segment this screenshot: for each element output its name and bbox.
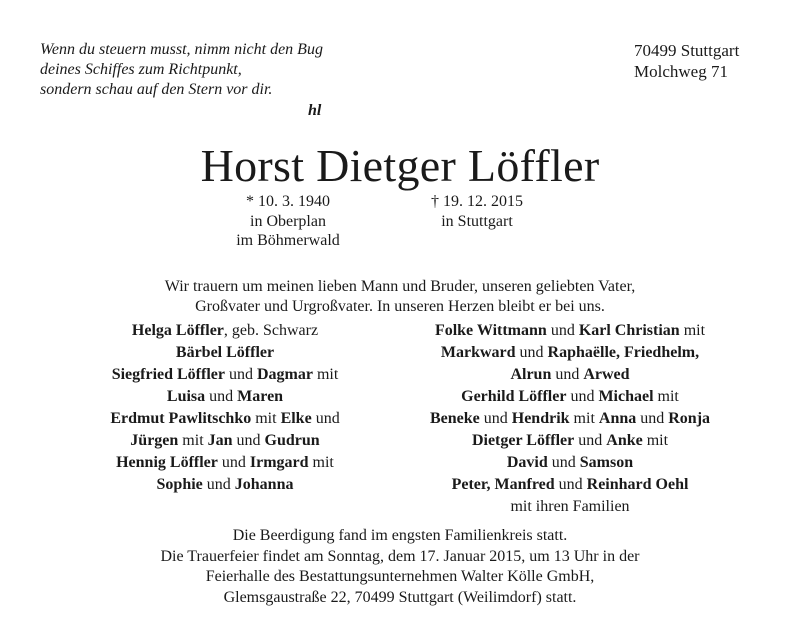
mourner-line <box>380 408 760 430</box>
mourner-name: Dagmar <box>256 366 313 383</box>
mourner-line <box>40 386 410 408</box>
mourner-line <box>40 430 410 452</box>
death-date: † 19. 12. 2015 <box>431 193 523 210</box>
mourner-name: Hendrik <box>511 410 570 427</box>
deceased-name: Horst Dietger Löffler <box>200 140 600 191</box>
birth-info <box>218 192 358 251</box>
mourner-connector: mit <box>679 322 706 339</box>
mourner-connector: und <box>551 366 584 383</box>
mourner-line <box>380 320 760 342</box>
mourner-name: Siegfried Löffler <box>111 366 225 383</box>
mourner-line <box>380 386 760 408</box>
death-place: in Stuttgart <box>441 212 513 230</box>
mourner-connector: mit <box>653 388 679 405</box>
mourner-name: Samson <box>579 454 634 471</box>
mourner-line <box>380 474 760 496</box>
mourner-line <box>380 496 760 518</box>
birth-date: * 10. 3. 1940 <box>246 193 330 210</box>
mourner-connector: mit <box>312 366 339 383</box>
mourner-connector: mit ihren Familien <box>510 498 630 515</box>
mourner-name: Elke <box>280 410 312 427</box>
mourner-line <box>40 342 410 364</box>
quote-line: Wenn du steuern musst, nimm nicht den Bug <box>40 41 323 58</box>
mourner-name: Alrun <box>510 366 552 383</box>
quote-line: deines Schiffes zum Richtpunkt, <box>40 61 242 78</box>
mourner-connector: und <box>554 476 587 493</box>
mourner-name: Jürgen <box>130 432 179 449</box>
funeral-line: Die Trauerfeier findet am Sonntag, dem 17. Januar 2015, um 13 Uhr in der <box>160 547 640 565</box>
mourner-name: Luisa <box>166 388 206 405</box>
mourner-line <box>40 320 410 342</box>
mourner-connector: mit <box>308 454 334 471</box>
mourner-line <box>40 364 410 386</box>
funeral-line: Glemsgaustraße 22, 70499 Stuttgart (Weilimdorf) statt. <box>223 588 577 606</box>
mourner-name: Dietger Löffler <box>471 432 575 449</box>
mourner-connector: und <box>636 410 669 427</box>
mourner-name: Karl Christian <box>578 322 680 339</box>
mourner-name: Reinhard Oehl <box>586 476 689 493</box>
mourner-name: Johanna <box>234 476 294 493</box>
mourner-name: Hennig Löffler <box>116 454 218 471</box>
mourners-left-column <box>40 320 410 496</box>
mourner-connector: , geb. Schwarz <box>223 322 319 339</box>
mourner-name: Peter, Manfred <box>451 476 555 493</box>
mourner-name: Anna <box>598 410 637 427</box>
birth-region: im Böhmerwald <box>236 232 340 249</box>
mourner-name: Markward <box>440 344 516 361</box>
mourner-name: Helga Löffler <box>131 322 224 339</box>
mourner-connector: mit <box>178 432 208 449</box>
mourner-connector: und <box>574 432 607 449</box>
mourner-name: Bärbel Löffler <box>175 344 275 361</box>
address-city: 70499 Stuttgart <box>634 41 740 60</box>
mourning-statement <box>0 277 800 317</box>
mourner-name: Gudrun <box>264 432 320 449</box>
death-info <box>412 192 542 231</box>
address-street: Molchweg 71 <box>634 62 728 81</box>
mourner-line <box>40 408 410 430</box>
statement-line: Wir trauern um meinen lieben Mann und Bruder, unseren geliebten Vater, <box>164 278 636 295</box>
quote-block <box>40 40 400 122</box>
mourner-name: Maren <box>237 388 284 405</box>
mourner-connector: mit <box>569 410 599 427</box>
mourner-line <box>380 364 760 386</box>
funeral-line: Feierhalle des Bestattungsunternehmen Walter Kölle GmbH, <box>205 568 595 585</box>
mourner-name: Michael <box>598 388 654 405</box>
family-address <box>634 40 739 82</box>
mourner-connector: mit <box>251 410 281 427</box>
birth-place: in Oberplan <box>250 212 326 230</box>
mourner-line <box>380 452 760 474</box>
mourner-connector: und <box>479 410 512 427</box>
mourner-connector: und <box>546 322 579 339</box>
mourner-connector: und <box>547 454 580 471</box>
mourner-name: Anke <box>606 432 643 449</box>
statement-line: Großvater und Urgroßvater. In unseren Herzen bleibt er bei uns. <box>195 298 605 315</box>
mourner-name: David <box>506 454 548 471</box>
mourner-line <box>380 430 760 452</box>
funeral-details <box>0 526 800 608</box>
quote-line: sondern schau auf den Stern vor dir. <box>40 81 273 98</box>
mourner-connector: und <box>232 432 265 449</box>
mourners-right-column <box>380 320 760 518</box>
mourner-name: Raphaëlle, Friedhelm, <box>547 344 700 361</box>
mourner-connector: und <box>205 388 238 405</box>
mourner-name: Sophie <box>156 476 203 493</box>
mourner-name: Jan <box>207 432 233 449</box>
mourner-connector: und <box>311 410 340 427</box>
mourner-line <box>40 452 410 474</box>
mourner-line <box>380 342 760 364</box>
mourner-name: Arwed <box>583 366 630 383</box>
mourner-connector: und <box>202 476 235 493</box>
mourner-connector: und <box>217 454 250 471</box>
mourner-name: Erdmut Pawlitschko <box>110 410 252 427</box>
mourner-connector: mit <box>642 432 669 449</box>
mourner-name: Ronja <box>668 410 711 427</box>
mourner-connector: und <box>224 366 257 383</box>
mourner-name: Folke Wittmann <box>434 322 547 339</box>
mourner-connector: und <box>515 344 548 361</box>
funeral-line: Die Beerdigung fand im engsten Familienkreis statt. <box>232 527 568 544</box>
mourner-name: Beneke <box>429 410 480 427</box>
mourner-name: Irmgard <box>249 454 309 471</box>
mourner-name: Gerhild Löffler <box>461 388 567 405</box>
quote-signature: hl <box>308 102 322 119</box>
mourner-connector: und <box>566 388 599 405</box>
mourner-line <box>40 474 410 496</box>
